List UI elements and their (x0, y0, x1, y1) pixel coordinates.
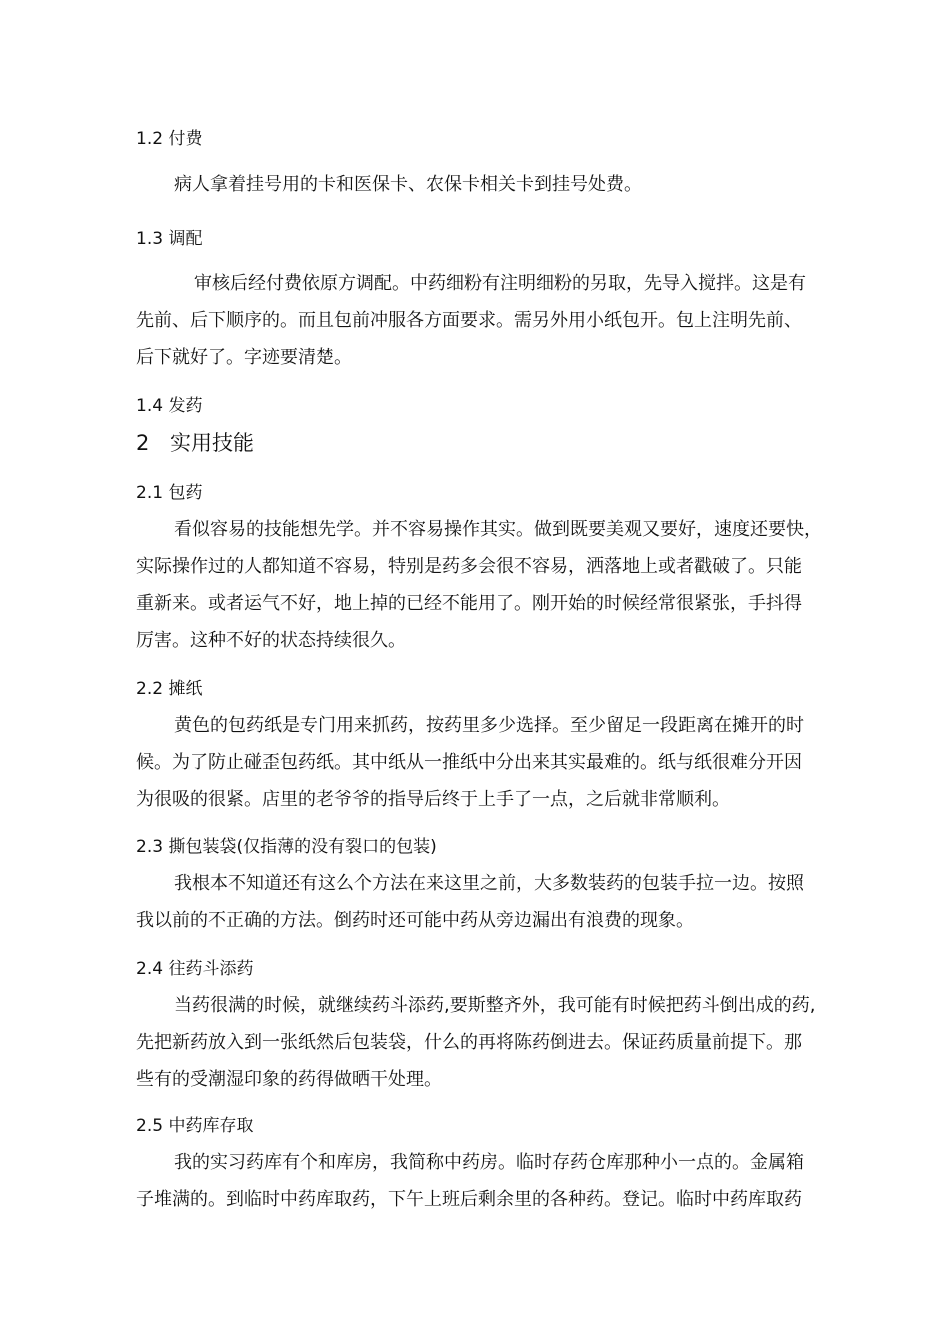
body-line: 实际操作过的人都知道不容易，特别是药多会很不容易，洒落地上或者戳破了。只能 (136, 556, 802, 577)
section-body-2-2 (136, 707, 856, 818)
body-line: 厉害。这种不好的状态持续很久。 (136, 630, 406, 651)
section-heading-2-4: 2.4 往药斗添药 (136, 959, 254, 979)
body-line: 先把新药放入到一张纸然后包装袋，什么的再将陈药倒进去。保证药质量前提下。那 (136, 1032, 802, 1053)
body-line: 些有的受潮湿印象的药得做晒干处理。 (136, 1069, 442, 1090)
chapter-title: 实用技能 (170, 431, 254, 455)
body-line: 我以前的不正确的方法。倒药时还可能中药从旁边漏出有浪费的现象。 (136, 910, 694, 931)
body-line: 候。为了防止碰歪包药纸。其中纸从一推纸中分出来其实最难的。纸与纸很难分开因 (136, 752, 802, 773)
body-line: 病人拿着挂号用的卡和医保卡、农保卡相关卡到挂号处费。 (174, 174, 642, 195)
section-body-2-5 (136, 1144, 856, 1218)
body-line: 看似容易的技能想先学。并不容易操作其实。做到既要美观又要好，速度还要快， (174, 519, 822, 540)
body-line: 审核后经付费依原方调配。中药细粉有注明细粉的另取，先导入搅拌。这是有 (194, 273, 806, 294)
body-line: 我的实习药库有个和库房，我简称中药房。临时存药仓库那种小一点的。金属箱 (174, 1152, 804, 1173)
section-heading-2-5: 2.5 中药库存取 (136, 1116, 254, 1136)
body-line: 为很吸的很紧。店里的老爷爷的指导后终于上手了一点，之后就非常顺利。 (136, 789, 730, 810)
chapter-number: 2 (136, 431, 150, 455)
section-body-2-4 (136, 987, 856, 1098)
section-heading-1-2: 1.2 付费 (136, 129, 203, 149)
section-body-1-2 (136, 166, 856, 203)
section-body-2-1 (136, 511, 856, 659)
body-line: 我根本不知道还有这么个方法在来这里之前，大多数装药的包装手拉一边。按照 (174, 873, 804, 894)
section-heading-1-3: 1.3 调配 (136, 229, 203, 249)
section-heading-2-3: 2.3 撕包装袋(仅指薄的没有裂口的包装) (136, 837, 437, 857)
section-heading-2-2: 2.2 摊纸 (136, 679, 203, 699)
body-line: 子堆满的。到临时中药库取药，下午上班后剩余里的各种药。登记。临时中药库取药 (136, 1189, 802, 1210)
body-line: 重新来。或者运气不好，地上掉的已经不能用了。刚开始的时候经常很紧张，手抖得 (136, 593, 802, 614)
body-line: 当药很满的时候，就继续药斗添药,要斯整齐外，我可能有时候把药斗倒出成的药, (174, 995, 816, 1016)
body-line: 黄色的包药纸是专门用来抓药，按药里多少选择。至少留足一段距离在摊开的时 (174, 715, 804, 736)
section-body-2-3 (136, 865, 856, 939)
section-heading-2-1: 2.1 包药 (136, 483, 203, 503)
section-heading-1-4: 1.4 发药 (136, 396, 203, 416)
body-line: 后下就好了。字迹要清楚。 (136, 347, 352, 368)
body-line: 先前、后下顺序的。而且包前冲服各方面要求。需另外用小纸包开。包上注明先前、 (136, 310, 802, 331)
chapter-heading-2 (136, 430, 254, 456)
section-body-1-3 (136, 265, 856, 376)
